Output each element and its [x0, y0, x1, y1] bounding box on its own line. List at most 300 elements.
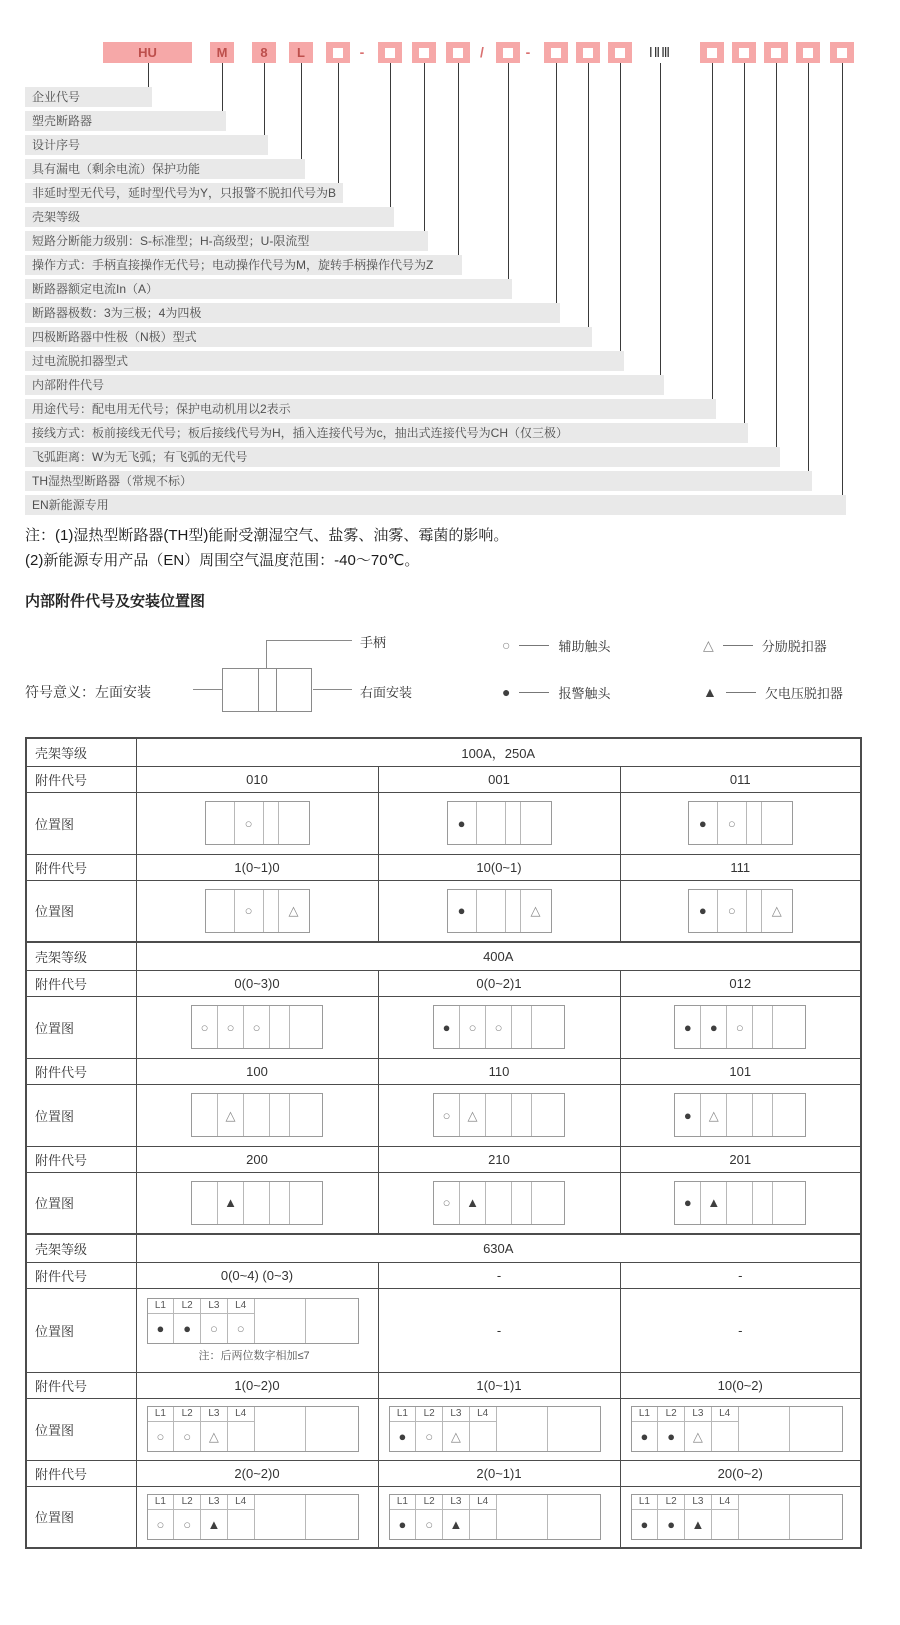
diagram-cell [192, 1006, 218, 1048]
accessory-code-row [26, 1146, 861, 1172]
diagram-cell [701, 1182, 727, 1224]
connector-line [458, 63, 459, 265]
connector-line [744, 63, 745, 433]
position-diagram [674, 1181, 806, 1225]
code-placeholder-box [796, 42, 820, 63]
accessory-code-cell: 20(0~2) [620, 1460, 861, 1486]
accessory-code-cell: 2(0~1)1 [378, 1460, 620, 1486]
diagram-cell [290, 1182, 322, 1224]
code-label-bar: 接线方式：板前接线无代号；板后接线代号为H，插入连接代号为c，抽出式连接代号为CH（仅三极） [25, 423, 748, 443]
frame-level-row [26, 738, 861, 766]
diagram-column [712, 1407, 739, 1451]
accessory-code-row [26, 970, 861, 996]
diagram-cell [460, 1094, 486, 1136]
position-diagram [631, 1406, 843, 1452]
code-box: 8 [252, 42, 276, 63]
diagram-cell [753, 1094, 773, 1136]
position-diagram-row [26, 996, 861, 1058]
diagram-cell [512, 1094, 532, 1136]
legend-item [703, 684, 843, 700]
diagram-column [658, 1495, 685, 1539]
diagram-cell [477, 802, 506, 844]
diagram-column [443, 1495, 470, 1539]
code-placeholder-box [446, 42, 470, 63]
code-separator: - [525, 44, 531, 60]
diagram-cell [443, 1422, 469, 1451]
diagram-cell [148, 1314, 174, 1343]
position-diagram [389, 1494, 601, 1540]
row-label-cell: 壳架等级 [26, 1234, 136, 1262]
accessory-code-cell: 1(0~1)1 [378, 1372, 620, 1398]
diagram-cell [753, 1006, 773, 1048]
diagram-cell [244, 1094, 270, 1136]
row-label-cell: 位置图 [26, 880, 136, 942]
diagram-cell [512, 1006, 532, 1048]
row-label-cell: 位置图 [26, 1486, 136, 1548]
diagram-cell [390, 1422, 416, 1451]
terminal-header: L2 [658, 1407, 684, 1422]
connector-line [390, 63, 391, 217]
diagram-cell [434, 1006, 460, 1048]
diagram-cell [689, 890, 718, 932]
diagram-cell [548, 1495, 600, 1539]
diagram-cell [712, 1510, 738, 1539]
connector-line [620, 63, 621, 361]
aux-contact-symbol: ○ [442, 1195, 451, 1211]
diagram-cell [460, 1182, 486, 1224]
position-diagram-cell [378, 880, 620, 942]
position-diagram [191, 1093, 323, 1137]
diagram-cell [201, 1314, 227, 1343]
position-diagram [147, 1298, 359, 1344]
code-label-bar: 短路分断能力级别：S-标准型；H-高级型；U-限流型 [25, 231, 428, 251]
alarm-contact-symbol: ● [457, 815, 466, 831]
accessory-code-cell: 101 [620, 1058, 861, 1084]
diagram-cell [790, 1407, 842, 1451]
alarm-contact-symbol: ● [156, 1320, 165, 1336]
diagram-cell [477, 890, 506, 932]
diagram-cell [206, 890, 235, 932]
accessory-code-cell: 0(0~4) (0~3) [136, 1262, 378, 1288]
shunt-release-symbol: △ [703, 637, 714, 653]
diagram-cell [512, 1182, 532, 1224]
row-label-cell: 位置图 [26, 1172, 136, 1234]
diagram-column [174, 1299, 201, 1343]
aux-contact-symbol: ○ [252, 1019, 261, 1035]
row-label-cell: 位置图 [26, 792, 136, 854]
position-diagram-cell [620, 1486, 861, 1548]
position-diagram-row [26, 1288, 861, 1372]
code-separator: / [480, 44, 484, 60]
aux-contact-symbol: ○ [727, 815, 736, 831]
right-install-label: 右面安装 [360, 685, 413, 700]
diagram-cell [201, 1510, 227, 1539]
blank-square [707, 48, 717, 58]
legend-item-label: 报警触头 [558, 685, 611, 701]
undervoltage-release-symbol: ▲ [466, 1195, 479, 1211]
code-box: M [210, 42, 234, 63]
diagram-cell [675, 1006, 701, 1048]
diagram-column [470, 1495, 497, 1539]
diagram-column [632, 1407, 659, 1451]
blank-square [453, 48, 463, 58]
position-diagram-cell [136, 996, 378, 1058]
accessory-code-row [26, 1372, 861, 1398]
diagram-cell [270, 1094, 290, 1136]
diagram-cell [521, 802, 551, 844]
diagram-column [148, 1299, 175, 1343]
row-label-cell: 附件代号 [26, 1058, 136, 1084]
legend-dash-line [519, 645, 549, 646]
diagram-column [390, 1495, 417, 1539]
alarm-contact-symbol: ● [698, 903, 707, 919]
position-diagram [674, 1005, 806, 1049]
frame-level-row [26, 1234, 861, 1262]
diagram-cell [532, 1094, 564, 1136]
handle-pointer-line-vertical [266, 640, 267, 668]
row-label-cell: 附件代号 [26, 1146, 136, 1172]
code-placeholder-box [830, 42, 854, 63]
position-diagram-cell [136, 1172, 378, 1234]
diagram-cell [460, 1006, 486, 1048]
row-label-cell: 附件代号 [26, 1372, 136, 1398]
aux-contact-symbol: ○ [236, 1320, 245, 1336]
diagram-cell [470, 1510, 496, 1539]
undervoltage-release-symbol: ▲ [691, 1516, 705, 1532]
terminal-header: L3 [443, 1495, 469, 1510]
position-diagram-cell [136, 1288, 378, 1372]
diagram-cell [192, 1094, 218, 1136]
alarm-contact-symbol: ● [398, 1429, 407, 1444]
note-line-1: 注：(1)湿热型断路器(TH型)能耐受潮湿空气、盐雾、油雾、霉菌的影响。 [25, 527, 509, 544]
connector-line [588, 63, 589, 337]
terminal-header: L4 [470, 1407, 496, 1422]
blank-square [333, 48, 343, 58]
blank-square [739, 48, 749, 58]
terminal-header: L2 [416, 1407, 442, 1422]
diagram-cell [228, 1422, 254, 1451]
terminal-header: L3 [685, 1495, 711, 1510]
diagram-cell [255, 1299, 307, 1343]
code-placeholder-box [544, 42, 568, 63]
diagram-note: 注：后两位数字相加≤7 [198, 1349, 310, 1362]
aux-contact-symbol: ○ [244, 903, 253, 919]
legend-item [502, 637, 610, 653]
aux-contact-symbol: ○ [226, 1019, 235, 1035]
aux-contact-symbol: ○ [244, 815, 253, 831]
code-placeholder-box [378, 42, 402, 63]
blank-square [551, 48, 561, 58]
terminal-header: L2 [174, 1299, 200, 1314]
connector-line [660, 63, 661, 385]
alarm-contact-symbol: ● [640, 1516, 649, 1532]
diagram-column [148, 1407, 175, 1451]
blank-square [837, 48, 847, 58]
diagram-column [201, 1495, 228, 1539]
terminal-header: L3 [201, 1407, 227, 1422]
diagram-column [416, 1495, 443, 1539]
code-placeholder-box [700, 42, 724, 63]
position-diagram-cell [378, 1486, 620, 1548]
diagram-cell [727, 1182, 753, 1224]
position-diagram-cell [378, 996, 620, 1058]
position-diagram-cell [620, 880, 861, 942]
terminal-header: L1 [390, 1407, 416, 1422]
diagram-cell [218, 1182, 244, 1224]
row-label-cell: 附件代号 [26, 970, 136, 996]
legend-item-label: 欠电压脱扣器 [764, 685, 843, 701]
alarm-contact-symbol: ● [683, 1107, 692, 1123]
position-diagram-row [26, 1398, 861, 1460]
diagram-cell [434, 1182, 460, 1224]
connector-line [556, 63, 557, 313]
code-label-bar: 操作方式：手柄直接操作无代号；电动操作代号为M，旋转手柄操作代号为Z [25, 255, 462, 275]
right-install-connector-line [313, 689, 352, 690]
connector-line [808, 63, 809, 481]
breaker-left-compartment [223, 669, 259, 711]
connector-line [712, 63, 713, 409]
position-diagram-cell [620, 1084, 861, 1146]
diagram-cell [727, 1006, 753, 1048]
code-label-bar: EN新能源专用 [25, 495, 846, 515]
alarm-contact-symbol: ● [640, 1429, 649, 1444]
position-diagram [389, 1406, 601, 1452]
accessory-code-row [26, 766, 861, 792]
row-label-cell: 位置图 [26, 1084, 136, 1146]
diagram-cell [255, 1495, 307, 1539]
diagram-cell [255, 1407, 307, 1451]
position-diagram-cell [136, 792, 378, 854]
breaker-right-compartment [277, 669, 311, 711]
blank-square [771, 48, 781, 58]
aux-contact-symbol: ○ [735, 1019, 744, 1035]
diagram-column [201, 1407, 228, 1451]
shunt-release-symbol: △ [208, 1429, 219, 1444]
position-diagram [433, 1181, 565, 1225]
terminal-header: L4 [228, 1407, 254, 1422]
diagram-column [632, 1495, 659, 1539]
diagram-column [390, 1407, 417, 1451]
diagram-cell [470, 1422, 496, 1451]
diagram-column [174, 1407, 201, 1451]
diagram-cell [244, 1006, 270, 1048]
diagram-cell [718, 890, 747, 932]
diagram-cell [747, 802, 762, 844]
aux-contact-symbol: ○ [183, 1429, 192, 1444]
blank-square [583, 48, 593, 58]
code-label-bar: TH湿热型断路器（常规不标） [25, 471, 812, 491]
undervoltage-release-symbol: ▲ [207, 1516, 221, 1532]
code-label-bar: 断路器额定电流In（A） [25, 279, 512, 299]
diagram-column [201, 1299, 228, 1343]
diagram-cell [762, 802, 792, 844]
code-label-bar: 用途代号：配电用无代号；保护电动机用以2表示 [25, 399, 716, 419]
position-diagram [147, 1494, 359, 1540]
diagram-column [658, 1407, 685, 1451]
connector-line [301, 63, 302, 169]
shunt-release-symbol: △ [692, 1429, 703, 1444]
diagram-cell [675, 1094, 701, 1136]
terminal-header: L2 [174, 1407, 200, 1422]
aux-contact-symbol: ○ [425, 1516, 434, 1532]
position-diagram [688, 889, 793, 933]
position-diagram-row [26, 792, 861, 854]
diagram-cell [658, 1510, 684, 1539]
code-placeholder-box [496, 42, 520, 63]
diagram-cell [753, 1182, 773, 1224]
frame-value-cell: 100A，250A [136, 738, 861, 766]
position-diagram-cell [620, 792, 861, 854]
position-diagram [447, 889, 552, 933]
position-diagram-row [26, 1084, 861, 1146]
diagram-cell [521, 890, 551, 932]
diagram-cell [306, 1495, 358, 1539]
shunt-release-symbol: △ [530, 903, 541, 919]
position-diagram-cell [378, 1172, 620, 1234]
frame-level-row [26, 942, 861, 970]
diagram-cell [532, 1006, 564, 1048]
diagram-cell [290, 1006, 322, 1048]
shunt-release-symbol: △ [288, 903, 299, 919]
position-diagram-cell [378, 1084, 620, 1146]
code-label-bar: 壳架等级 [25, 207, 394, 227]
alarm-contact-symbol: ● [683, 1195, 692, 1211]
code-placeholder-box [608, 42, 632, 63]
code-label-bar: 塑壳断路器 [25, 111, 226, 131]
position-diagram [688, 801, 793, 845]
diagram-cell [390, 1510, 416, 1539]
diagram-cell [486, 1094, 512, 1136]
shunt-release-symbol: △ [225, 1107, 236, 1123]
code-placeholder-box [576, 42, 600, 63]
code-box: L [289, 42, 313, 63]
accessory-code-cell: 110 [378, 1058, 620, 1084]
diagram-column [174, 1495, 201, 1539]
diagram-cell [739, 1495, 791, 1539]
row-label-cell: 壳架等级 [26, 942, 136, 970]
row-label-cell: 附件代号 [26, 766, 136, 792]
diagram-cell [201, 1422, 227, 1451]
diagram-cell [685, 1510, 711, 1539]
legend-dash-line [726, 692, 756, 693]
row-label-cell: 位置图 [26, 996, 136, 1058]
position-diagram [205, 889, 310, 933]
position-diagram [674, 1093, 806, 1137]
aux-contact-symbol: ○ [502, 637, 511, 653]
alarm-contact-symbol: ● [457, 903, 466, 919]
accessory-code-row [26, 1058, 861, 1084]
diagram-cell [712, 1422, 738, 1451]
diagram-cell [443, 1510, 469, 1539]
connector-line [338, 63, 339, 193]
diagram-cell [434, 1094, 460, 1136]
position-diagram-cell: - [620, 1288, 861, 1372]
legend-item [703, 637, 827, 653]
diagram-column [228, 1299, 255, 1343]
diagram-cell [762, 890, 792, 932]
diagram-column [470, 1407, 497, 1451]
alarm-contact-symbol: ● [683, 1019, 692, 1035]
diagram-cell [773, 1182, 805, 1224]
position-diagram-cell [136, 1486, 378, 1548]
diagram-cell [675, 1182, 701, 1224]
code-label-bar: 断路器极数：3为三极；4为四极 [25, 303, 560, 323]
accessory-code-cell: 111 [620, 854, 861, 880]
code-label-bar: 具有漏电（剩余电流）保护功能 [25, 159, 305, 179]
shunt-release-symbol: △ [450, 1429, 461, 1444]
terminal-header: L3 [443, 1407, 469, 1422]
breaker-handle-slot [259, 669, 277, 711]
shunt-release-symbol: △ [708, 1107, 719, 1123]
connector-line [508, 63, 509, 289]
terminal-header: L4 [228, 1495, 254, 1510]
frame-value-cell: 630A [136, 1234, 861, 1262]
terminal-header: L4 [712, 1407, 738, 1422]
diagram-column [685, 1407, 712, 1451]
accessory-code-row [26, 1460, 861, 1486]
breaker-outline-diagram [222, 668, 312, 712]
alarm-contact-symbol: ● [698, 815, 707, 831]
accessory-code-cell: - [620, 1262, 861, 1288]
connector-line [842, 63, 843, 505]
diagram-column [712, 1495, 739, 1539]
diagram-cell [448, 802, 477, 844]
accessory-code-cell: 1(0~2)0 [136, 1372, 378, 1398]
aux-contact-symbol: ○ [156, 1516, 165, 1532]
diagram-cell [532, 1182, 564, 1224]
diagram-cell [192, 1182, 218, 1224]
position-diagram [433, 1005, 565, 1049]
code-placeholder-box [732, 42, 756, 63]
diagram-cell [218, 1094, 244, 1136]
diagram-cell [174, 1510, 200, 1539]
position-diagram [433, 1093, 565, 1137]
blank-square [615, 48, 625, 58]
diagram-cell [632, 1422, 658, 1451]
accessory-code-cell: 10(0~1) [378, 854, 620, 880]
diagram-cell [497, 1407, 549, 1451]
diagram-cell [773, 1094, 805, 1136]
undervoltage-release-symbol: ▲ [449, 1516, 463, 1532]
aux-contact-symbol: ○ [183, 1516, 192, 1532]
terminal-header: L4 [228, 1299, 254, 1314]
row-label-cell: 附件代号 [26, 1460, 136, 1486]
position-diagram-cell [620, 996, 861, 1058]
diagram-cell [497, 1495, 549, 1539]
accessory-code-cell: - [378, 1262, 620, 1288]
diagram-cell [790, 1495, 842, 1539]
shunt-release-symbol: △ [771, 903, 782, 919]
legend-dash-line [723, 645, 753, 646]
diagram-cell [658, 1422, 684, 1451]
diagram-cell [718, 802, 747, 844]
accessory-code-cell: 010 [136, 766, 378, 792]
diagram-cell [506, 802, 521, 844]
legend-item-label: 分励脱扣器 [761, 638, 827, 654]
alarm-contact-symbol: ● [442, 1019, 451, 1035]
terminal-header: L3 [685, 1407, 711, 1422]
undervoltage-release-symbol: ▲ [703, 684, 717, 700]
aux-contact-symbol: ○ [727, 903, 736, 919]
code-separator: - [359, 44, 365, 60]
diagram-column [148, 1495, 175, 1539]
terminal-header: L4 [470, 1495, 496, 1510]
aux-contact-symbol: ○ [468, 1019, 477, 1035]
frame-value-cell: 400A [136, 942, 861, 970]
diagram-cell [244, 1182, 270, 1224]
diagram-cell [448, 890, 477, 932]
diagram-cell [727, 1094, 753, 1136]
